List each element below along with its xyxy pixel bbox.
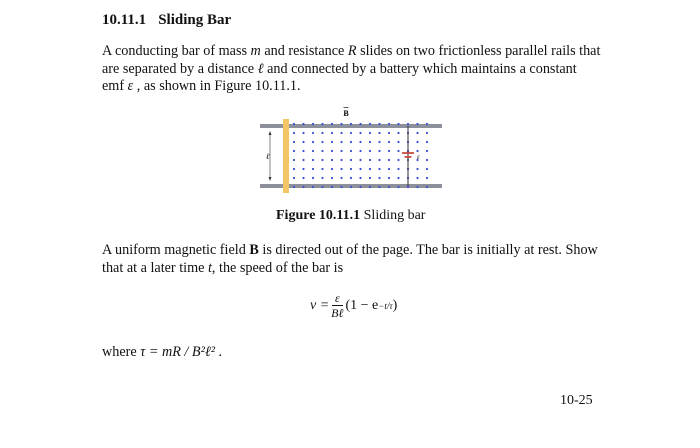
caption-text: Sliding bar [360, 208, 426, 223]
field-dot [397, 141, 399, 143]
field-dot [426, 186, 428, 188]
field-dot [388, 150, 390, 152]
field-dot [350, 141, 352, 143]
field-dot [350, 150, 352, 152]
equation-exponent: −t/τ [378, 301, 393, 311]
field-dot [350, 123, 352, 125]
field-dot [378, 159, 380, 161]
field-dot [293, 168, 295, 170]
text-run: , the speed of the bar is [211, 259, 344, 276]
field-dot [388, 123, 390, 125]
field-dot [302, 141, 304, 143]
field-dot [388, 177, 390, 179]
field-dot [416, 132, 418, 134]
field-dot [378, 132, 380, 134]
var-R: R [347, 43, 357, 59]
fraction-numerator: ε [332, 292, 343, 306]
field-dot [350, 168, 352, 170]
field-dot [359, 132, 361, 134]
field-dot [369, 150, 371, 152]
sliding-bar [283, 119, 289, 193]
field-dot [359, 150, 361, 152]
field-dot [321, 141, 323, 143]
field-dot [416, 123, 418, 125]
field-dot [293, 132, 295, 134]
length-label: ℓ [266, 152, 270, 161]
var-m: m [250, 43, 261, 59]
field-dot [426, 177, 428, 179]
field-dot [312, 159, 314, 161]
text-run: where [102, 344, 141, 360]
field-dot [397, 132, 399, 134]
field-dot [426, 159, 428, 161]
field-dot [378, 177, 380, 179]
field-dot [293, 141, 295, 143]
field-dot [426, 132, 428, 134]
field-dot [416, 177, 418, 179]
field-dot [397, 177, 399, 179]
field-dot [331, 168, 333, 170]
text-run: . [215, 344, 223, 360]
field-dot [340, 150, 342, 152]
section-number: 10.11.1 [102, 12, 147, 28]
field-dot [340, 159, 342, 161]
field-dot [388, 159, 390, 161]
field-dot [426, 150, 428, 152]
var-B: B [249, 242, 259, 258]
field-dot [302, 168, 304, 170]
field-dot [331, 150, 333, 152]
tau-definition [102, 344, 222, 361]
field-dot [340, 141, 342, 143]
sliding-bar-figure [250, 104, 450, 202]
field-dot [369, 159, 371, 161]
field-dot [302, 123, 304, 125]
field-dot [331, 132, 333, 134]
field-dot [340, 132, 342, 134]
field-dot [378, 141, 380, 143]
field-dot [369, 123, 371, 125]
field-dot [407, 123, 409, 125]
speed-equation [310, 288, 397, 324]
arrow-head-up-icon [269, 131, 272, 135]
field-dot [416, 186, 418, 188]
field-dot [416, 141, 418, 143]
field-dot [302, 186, 304, 188]
text-run: and resistance [260, 43, 348, 59]
field-dot [378, 123, 380, 125]
field-dot [293, 159, 295, 161]
var-t: t [207, 259, 212, 276]
field-dot [321, 159, 323, 161]
field-label: B [343, 109, 349, 118]
figure-caption [276, 208, 425, 224]
field-dot [378, 168, 380, 170]
field-dot [388, 141, 390, 143]
field-dot [369, 177, 371, 179]
field-dot [312, 168, 314, 170]
field-dot [331, 123, 333, 125]
field-dot [369, 141, 371, 143]
field-dot [369, 186, 371, 188]
field-dot [321, 123, 323, 125]
text-run: , as shown in Figure 10.11.1. [133, 78, 301, 94]
field-dot [321, 177, 323, 179]
text-run: A uniform magnetic field [102, 242, 250, 258]
field-dot [407, 186, 409, 188]
field-dot [359, 141, 361, 143]
field-dot [331, 159, 333, 161]
field-dot [340, 123, 342, 125]
field-dot [350, 159, 352, 161]
field-dot [340, 186, 342, 188]
field-dot [369, 132, 371, 134]
field-dot [397, 159, 399, 161]
field-dot [340, 168, 342, 170]
field-dot [312, 123, 314, 125]
field-dot [397, 150, 399, 152]
field-paragraph [102, 242, 602, 277]
field-dot [359, 159, 361, 161]
text-run: slides on two frictionless parallel rails that are separated by a distance [102, 43, 601, 77]
field-dot [312, 150, 314, 152]
field-dot [388, 132, 390, 134]
field-dot [350, 186, 352, 188]
section-title: Sliding Bar [158, 12, 232, 28]
field-dot [293, 123, 295, 125]
field-dot [302, 177, 304, 179]
field-dot [397, 186, 399, 188]
field-dot [388, 186, 390, 188]
field-dot [312, 141, 314, 143]
field-dot [321, 186, 323, 188]
field-dot [397, 123, 399, 125]
field-dot [312, 177, 314, 179]
section-heading [102, 12, 231, 29]
var-emf: ε [127, 78, 134, 94]
intro-paragraph [102, 43, 602, 96]
field-dot [331, 141, 333, 143]
field-dot [378, 150, 380, 152]
field-dot [369, 168, 371, 170]
field-dot [331, 186, 333, 188]
field-dot [359, 177, 361, 179]
field-dot [426, 123, 428, 125]
field-dot [359, 186, 361, 188]
field-dot [312, 186, 314, 188]
field-dot [302, 159, 304, 161]
arrow-head-down-icon [269, 177, 272, 181]
field-dot [340, 177, 342, 179]
text-run: A conducting bar of mass [102, 43, 251, 59]
tau-expression: τ = mR / B²ℓ² [140, 344, 215, 360]
field-dot [321, 168, 323, 170]
field-dot [397, 168, 399, 170]
equation-paren-close: ) [392, 298, 398, 313]
sliding-bar-diagram [250, 104, 450, 202]
field-dot [350, 177, 352, 179]
fraction-denominator: Bℓ [331, 306, 344, 320]
caption-label: Figure 10.11.1 [276, 208, 361, 223]
field-dot [426, 141, 428, 143]
equation-paren-open: (1 − e [345, 298, 379, 313]
field-dot [388, 168, 390, 170]
field-dot [359, 168, 361, 170]
field-dot [302, 150, 304, 152]
fraction [331, 292, 343, 320]
field-dot [378, 186, 380, 188]
field-dot [359, 123, 361, 125]
field-dot [312, 132, 314, 134]
field-dot [293, 150, 295, 152]
field-dot [350, 132, 352, 134]
field-dot [416, 168, 418, 170]
text-run: and connected by a battery which maintains a constant emf [102, 60, 577, 94]
field-dot [426, 168, 428, 170]
field-dot [416, 150, 418, 152]
var-ell: ℓ [257, 60, 264, 77]
field-dot [293, 186, 295, 188]
field-dot [321, 150, 323, 152]
equation-lhs: v = [310, 298, 330, 313]
page-number: 10-25 [560, 393, 593, 408]
field-dot [302, 132, 304, 134]
emf-label: ε [417, 153, 420, 161]
field-dot [293, 177, 295, 179]
field-dot [331, 177, 333, 179]
field-dot [321, 132, 323, 134]
text-run: is directed out of the page. The bar is initially at rest. Show that at a later time [102, 242, 598, 276]
